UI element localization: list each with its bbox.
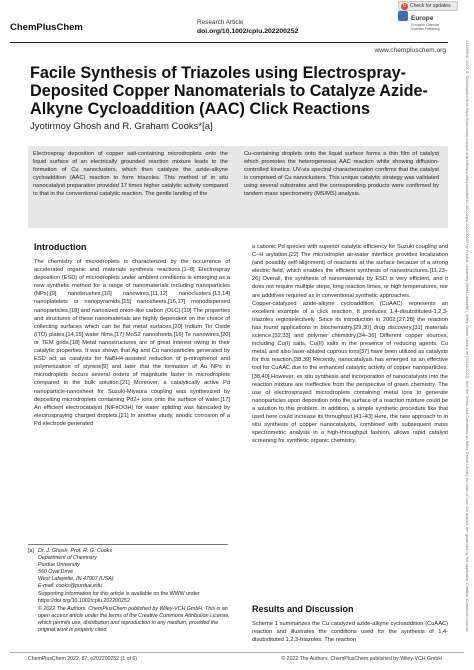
logo-icon <box>398 11 408 21</box>
download-side-note <box>461 40 471 640</box>
journal-url[interactable]: www.chempluschem.org <box>374 47 446 54</box>
affiliation-street: 560 Oval Drive <box>38 569 74 575</box>
article-title: Facile Synthesis of Triazoles using Electrospray-Deposited Copper Nanomaterials to Catalyze Azide-Alkyne Cycloaddition (AAC) Click Reactions <box>30 64 428 118</box>
footer-citation: ChemPlusChem 2022, 87, e202200252 (1 of 6) <box>28 656 138 662</box>
check-for-updates-button[interactable] <box>398 1 458 11</box>
affiliation-email[interactable]: E-mail: cooks@purdue.edu <box>38 583 102 589</box>
check-updates-label: Check for updates <box>410 3 451 9</box>
supporting-info-note[interactable]: Supporting information for this article is available on the WWW under https://doi.org/10.1002/cplu.202200252 <box>38 591 200 604</box>
page-footer <box>28 656 442 662</box>
affiliation-univ: Purdue University <box>38 562 80 568</box>
affiliation-dept: Department of Chemistry <box>38 555 97 561</box>
journal-name: ChemPlusChem <box>10 22 83 33</box>
doi-link[interactable]: doi.org/10.1002/cplu.202200252 <box>197 28 299 35</box>
abstract-text-left: Electrospray deposition of copper salt-containing microdroplets onto the liquid surface of an electrically grounded reaction mixture leads to the formation of Cu nanoclusters, which then catalyze the azide-alkyne cycloaddition (AAC) reaction to form triazoles. This method of in situ nanocatalyst preparation provided 17 times higher catalytic activity compared to that in the conventional catalytic reaction. The gentle landing of the <box>33 151 228 198</box>
abstract-text-right: Cu-containing droplets onto the liquid surface forms a thin film of catalyst which promotes the heterogeneous AAC reaction while showing diffusion-controlled kinetics. UV-vis spectral characterization confirms that the catalyst is comprised of Cu nanoclusters. This unique catalytic strategy was validated using several substrates and the corresponding products were confirmed by tandem mass spectrometry (MS/MS) analysis. <box>244 151 439 198</box>
logo-subtext: European Chemical Societies Publishing <box>411 23 440 31</box>
page-header <box>10 8 440 38</box>
affiliation-city: West Lafayette, IN 47907 (USA) <box>38 576 114 582</box>
author-list: Jyotirmoy Ghosh and R. Graham Cooks*[a] <box>30 121 213 132</box>
refresh-icon: ↻ <box>402 2 407 9</box>
license-note: © 2022 The Authors. ChemPlusChem published by Wiley-VCH GmbH. This is an open access article under the terms of the Creative Commons Attribution License, which permits use, distribution and reproduction in any medium, provided the original work is properly cited. <box>38 606 230 633</box>
affiliation-divider <box>28 544 228 545</box>
introduction-text-right: a cationic Pd species with superior catalytic efficiency for Suzuki coupling and C–H arylation.[22] The microdroplet air-water interface provides localization (and possibly self-alignment) of reactants at the surface because of a strong electric field, which enables the efficient synthesis of nanostructures.[11,23–26] Overall, the synthesis of nanomaterials by ESD is very efficient, and it does not require multiple steps, long reaction times, or high temperatures, nor are additives required as in conventional synthetic approaches. Copper-catalyzed azide-alkyne cycloaddition (CuAAC) represents an excellent example of a click reaction. It produces 1,4-disubstituted-1,2,3-triazoles regioselectively. Since its introduction in 2002,[27,28] the reaction has found applications in biochemistry,[29,30] drug discovery,[31] materials science,[32,33] and polymer chemistry.[34–36] Different copper sources, including Cu(I) salts, Cu(II) salts in the presence of reducing agents, Cu metal, and also laser-ablated cuprous ions[37] have been utilized as catalysts for this reaction.[38,39] Recently, nanocatalysis has emerged as an effective tool for CuAAC due to the enhanced catalytic activity of copper nanoparticles.[38,40] However, ex situ synthesis and incorporation of nanocatalysts into the reaction mixture are ineffective from the perspective of green chemistry. The use of electrosprayed microdroplets containing metal ions to generate nanoparticles upon deposition onto the surface of a reaction mixture could be a solution to this problem. In addition, a simple synthetic procedure like that used here could increase its throughput.[41–43] Here, the new approach to in situ synthesis of copper nanocatalysts, combined with subsequent mass spectrometric analysis in a high-throughput fashion, allows rapid catalyst screening for synthetic organic chemistry. <box>252 244 448 445</box>
affiliation-names: Dr. J. Ghosh, Prof. R. G. Cooks <box>38 548 112 554</box>
article-type: Research Article <box>197 19 244 26</box>
introduction-heading: Introduction <box>34 242 87 252</box>
chemistry-europe-logo <box>398 8 448 38</box>
affiliation-block <box>28 548 233 634</box>
results-heading: Results and Discussion <box>252 604 354 614</box>
side-note-text: 21926506, 2022, 8, Downloaded from https://chemistry-europe.onlinelibrary.wiley.com/doi/10.1002/cplu.202200252 by Purdue University (West Lafayette), Wiley Online Library on [03/11/2022]. See the Terms and Conditions on Wiley Online Library for rules of use; OA articles are governed by the applicable Creative Commons License <box>465 40 470 632</box>
logo-text: Europe <box>411 15 434 22</box>
results-text: Scheme 1 summarizes the Cu catalyzed azide-alkyne cycloaddition (CuAAC) reaction and illustrates the conditions used for the synthesis of 1,4-disubstituted 1,2,3-triazoles. The reaction <box>252 621 448 644</box>
abstract-box <box>28 146 448 228</box>
affiliation-label: [a] <box>28 548 34 554</box>
introduction-text-left: The chemistry of microdroplets is characterized by the occurrence of accelerated organic and materials synthesis reactions.[1–8] Electrospray deposition (ESD) of microdroplets under ambient conditions is emerging as a new synthetic method for a range of nanomaterials including nanoparticles (NPs),[9] nanobrushes,[10] nanowires,[11,12] nanoclusters,[13,14] nanoplatelets or nanopyramids,[15] nanosheets,[16,17] monodispersed nanoparticles,[18] and nanosized onion-like carbon (OLC).[19] The properties and structures of these nanomaterials are highly dependent on the choice of collecting surfaces which can be flat metal surfaces,[20] Indium Tin Oxide (ITO) plates,[14,15] water films,[17] MoS2 nanosheets,[16] Te nanowires,[20] or TEM grids.[18] Metal nanostructures are of great interest owing to their catalytic properties. It was shown that Ag and Cu nanoparticles generated by ESD act as catalysts for NaBH4-assisted reduction of p-nitrophenol and polymerization of styrene[9] and later that the formation of Au NPs in microdroplets occurs several orders of magnitude faster in microdroplets compared to the bulk solution.[21] Moreover, a catalytically active Pd nanoparticle-nanosheet for Suzuki-Miyaura coupling was synthesized by depositing microdroplets containing Pd2+ ions onto the surface of water.[17] An efficient electrocatalyst (NiFeOOH) for water splitting was fabricated by electrospraying charged droplets.[21] In another study, anodic corrosion of a Pd electrode generated <box>34 259 230 427</box>
footer-divider <box>10 652 464 653</box>
footer-copyright: © 2022 The Authors. ChemPlusChem published by Wiley-VCH GmbH <box>281 656 442 662</box>
header-divider <box>10 42 448 43</box>
